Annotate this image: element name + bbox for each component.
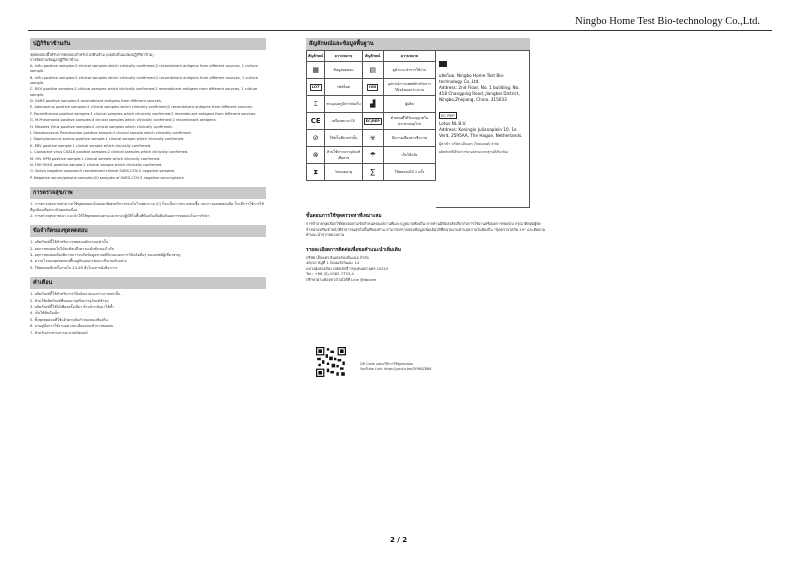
biohazard-icon: ☣	[369, 134, 376, 142]
umbrella-icon: ☂	[369, 151, 376, 159]
list-item: 5. ทิ้งชุดทดสอบที่ใช้แล้วตามข้อกำหนดของท้องถิ่น	[30, 317, 108, 322]
symbols-title: สัญลักษณ์และข้อมูลพื้นฐาน	[306, 38, 530, 50]
distributor-title: รายละเอียดการติดต่อเพื่อขอคำแนะนำเพิ่มเติม	[306, 247, 401, 253]
symbol-meaning: อุปกรณ์การแพทย์สำหรับการวินิจฉัยนอกร่างกาย	[383, 79, 435, 96]
calendar-icon: ▦	[312, 66, 319, 74]
list-item: A. Influ positive samples:2 clinical samples which clinically confirmed;2 recombinant antigens from different sources, 1 culture sample.	[30, 63, 258, 74]
head-meaning: ความหมาย	[383, 51, 435, 62]
disposal-title: ขั้นตอนการใช้ชุดตรวจหาที่เหมาะสม	[306, 214, 382, 219]
manufacturer-address: Address: 2nd Floor, No. 1 building, No. 418 Changping Road, Jiangbei District, Ningbo,Zhejiang, China. 315033	[439, 84, 520, 102]
list-item: M. HIV HPM positive sample:1 clinical sample which clinically confirmed.	[30, 156, 161, 161]
book-icon: ▤	[369, 66, 377, 74]
ivd-icon: IVD	[369, 84, 377, 89]
limitations-title: ข้อจำกัดของชุดทดสอบ	[30, 225, 266, 237]
importer-detail: ผลิตภัณฑ์ได้รับการรับรองตามมาตรฐานที่เกี่ยวข้อง	[439, 149, 509, 154]
symbol-meaning: ตัวแทนที่ได้รับอนุญาตในประชาคมยุโรป	[383, 113, 435, 130]
list-item: C. RSV positive samples:2 clinical samples which clinically confirmed;2 recombinant antigens from different sources, 1 culture sample.	[30, 87, 258, 97]
ec-rep-icon: EC|REP	[365, 118, 380, 123]
left-column	[30, 38, 266, 337]
list-item: F. Parainfluenza positive samples:1 clinical samples which clinically confirmed;2 recombinant antigens from different sources.	[30, 111, 257, 116]
youtube-link[interactable]: YouTube Link: https://youtu.be/GYW6ZB86	[360, 367, 432, 372]
ec-rep-name: Lotus NL B.V.	[439, 121, 467, 127]
distributor-address-2: แขวงทุ่งสองห้อง เขตหลักสี่ กรุงเทพมหานคร 10210	[306, 266, 389, 271]
list-item: 2. ห้ามใช้ผลิตภัณฑ์ที่หมดอายุหรือบรรจุภัณฑ์ชำรุด	[30, 298, 109, 303]
tests-count-icon: ∑	[370, 168, 376, 176]
head-symbol: สัญลักษณ์	[307, 51, 325, 62]
list-item: 1. ผลิตภัณฑ์นี้ใช้สำหรับการวินิจฉัยภายนอกร่างกายเท่านั้น	[30, 292, 121, 297]
symbol-meaning: เครื่องหมาย CE	[325, 113, 362, 130]
list-item: 4. ความไวของชุดทดสอบขึ้นอยู่กับคุณภาพและปริมาณตัวอย่าง	[30, 259, 127, 264]
list-item: 3. ผลิตภัณฑ์นี้ใช้ได้เพียงครั้งเดียว ห้ามนำกลับมาใช้ซ้ำ	[30, 305, 114, 310]
header-rule	[28, 30, 772, 31]
list-item: G. M.Pneumonia positive samples:4 clinical samples which clinically confirmed;2 recombinant antigens.	[30, 118, 217, 123]
list-item: L. Coxsackie virus CVA16 positive samples:2 clinical samples which clinically confirmed.	[30, 150, 189, 155]
list-item: 6. อ่านคู่มือการใช้งานอย่างละเอียดก่อนทำการทดสอบ	[30, 324, 114, 329]
list-item: K. EBV positive sample:1 clinical sample which clinically confirmed.	[30, 143, 152, 148]
list-item: H. Measles Virus positive samples:2 clinical samples which clinically confirmed.	[30, 124, 173, 129]
list-item: 5. ให้ทดสอบอีกครั้งภายใน 24-48 ชั่วโมงหากยังมีอาการ	[30, 265, 118, 270]
ec-rep-label: EC REP	[441, 113, 455, 119]
symbol-meaning: เก็บให้แห้ง	[383, 147, 435, 164]
head-meaning: ความหมาย	[325, 51, 362, 62]
symbol-meaning: ใช้ครั้งเดียวเท่านั้น	[325, 130, 362, 147]
distributor-phone: Tel.: +66 (0)-2982-7733-4	[306, 272, 354, 277]
distributor-name: บริษัท เอ็บแคร อินเตอร์เนชั่นแนล จำกัด	[306, 255, 369, 260]
list-item: I. Streptococcus Pneumoniae positive sample:1 clinical sample which clinically confirmed.	[30, 131, 192, 136]
lot-icon: LOT	[311, 84, 320, 89]
list-item: D. SARS positive samples:3 recombinant antigens from different sources.	[30, 99, 162, 104]
manufacturer-name: ผลิตโดย: Ningbo Home Test Bio-technology Co.,Ltd.	[439, 73, 505, 84]
list-item: E. Adenovirus positive samples:2 clinical samples which clinically confirmed;2 recombinant antigens from different sources.	[30, 105, 253, 110]
list-item: 3. ผลการทดสอบต้องพิจารณาร่วมกับข้อมูลทางคลินิกและผลการวินิจฉัยอื่นๆ ของแพทย์ผู้เชี่ยวชาญ	[30, 253, 181, 258]
list-item: 4. เก็บให้พ้นมือเด็ก	[30, 311, 60, 316]
do-not-reuse-icon: ⊘	[312, 134, 319, 142]
head-symbol: สัญลักษณ์	[362, 51, 383, 62]
factory-icon	[439, 61, 447, 67]
list-item: 2. ผลการทดสอบไม่ได้สะท้อนถึงความเข้มข้นของไวรัส	[30, 246, 114, 251]
performance-list	[30, 64, 266, 181]
qr-code[interactable]	[316, 347, 346, 377]
list-item: N. HIV HGH1 positive sample:1 clinical sample which clinically confirmed.	[30, 162, 163, 167]
symbol-meaning: ใช้ทดสอบได้ 1 ครั้ง	[383, 164, 435, 181]
performance-title: ปฏิกิริยาข้ามกัน	[30, 38, 266, 50]
symbol-meaning: มีความเสี่ยงทางชีวภาพ	[383, 130, 435, 147]
ec-rep-address: Address: Koningin Julianaplein 10, 1e Verd, 2595AA, The Hague, Netherlands.	[439, 127, 523, 139]
symbol-meaning: วันหมดอายุ	[325, 164, 362, 181]
symbols-table	[306, 50, 436, 181]
list-item: O. Saliva negative samples:5 randomized clinical SARS-COV-2 negative samples.	[30, 169, 176, 174]
list-item: P. Negative serum/plasma samples:20 samples of SARS-COV-2 negative serum/plasm	[30, 175, 184, 180]
distributor-line: ปรึกษาผ่านช่องทางไลน์ได้ที่ Line @abcare	[306, 277, 377, 282]
performance-sub: การติดตามข้อมูลปฏิกิริยาข้าม:	[30, 58, 79, 63]
qr-caption-block	[360, 362, 431, 373]
factory-icon: ▟	[370, 100, 376, 108]
importer: ผู้นำเข้า: บริษัท แอ็บแคร (ไทยแลนด์) จำกัด	[439, 142, 499, 146]
symbol-meaning: ข้อมูลทดสอบ	[325, 62, 362, 79]
disposal-body: การทำลายชุดเลือกใช้ทดสอบตามข้อกำหนดของสถานที่และกฎหมายท้องถิ่น หากท่านมีข้อสงสัยเกี่ยวกับการใช้งานหรือผลการทดสอบ กรุณาติดต่อผู้จัดจำหน่ายหรือเจ้าหน้าที่สาธารณสุขในพื้นที่ของท่าน สามารถตรวจสอบข้อมูลเพิ่มเติมได้ที่หน่วยงานด้านสุขภาพในท้องถิ่น "ชุดตรวจโควิด-19" และติดตามคำแนะนำจากหน่วยงาน	[306, 222, 546, 238]
list-item: 1. ผลิตภัณฑ์นี้ใช้สำหรับการทดสอบคัดกรองเท่านั้น	[30, 240, 109, 245]
list-item: B. Influ positive samples:2 clinical samples which clinically confirmed;2 recombinant antigens from different sources, 1 culture sample.	[30, 75, 258, 85]
symbol-meaning: ผู้ผลิต	[383, 96, 435, 113]
hourglass-icon: ⧗	[313, 168, 319, 176]
symbol-meaning: รหัสล็อต	[325, 79, 362, 96]
symbol-meaning: ช่วงอุณหภูมิการจัดเก็บ	[325, 96, 362, 113]
list-item: J. Staphylococcus aureus positive sample:1 clinical sample which clinically confirmed.	[30, 137, 185, 142]
page-number: 2 / 2	[390, 536, 408, 544]
list-item: 2. การตรวจสุขภาพเบา แนะนำให้ใช้ชุดทดสอบตามแนวทางปฏิบัติในพื้นที่ท้องถิ่นเพื่อยืนยันผลการทดสอบในการรักษา	[30, 213, 210, 218]
list-item: 1. การตรวจสุขภาพสามารถใช้ชุดทดสอบโดยแยกพิเศษบริการก่อนในโรงพยาบาล (C) ก็จะเป็นการตรวจพบเชื้อ และการผลทดสอบปิด ก็จะมีการใช้การใช้ที่ถูกต้องเพื่อประเมินผลต่อเนื่อง	[30, 202, 264, 212]
symbol-meaning: ดูคำแนะนำการใช้งาน	[383, 62, 435, 79]
warnings-title: คำเตือน	[30, 277, 266, 289]
interpretation-title: การตรวจสุขภาพ	[30, 187, 266, 199]
damaged-package-icon: ⊗	[312, 151, 319, 159]
ce-mark-icon: CE	[310, 117, 321, 125]
manufacturer-info	[436, 50, 530, 208]
contact-section	[306, 212, 546, 283]
qr-caption: QR Code แสดงวิธีการใช้ชุดทดสอบ	[360, 362, 413, 366]
performance-intro: ชุดทดสอบนี้ได้รับการทดสอบสำหรับโปรตีนข้าม (ผลลัพธ์ไม่แสดงปฏิกิริยาข้าม)	[30, 53, 154, 57]
thermometer-icon: ⌶	[313, 100, 318, 108]
symbol-meaning: ห้ามใช้หากบรรจุภัณฑ์เสียหาย	[325, 147, 362, 164]
list-item: 7. ห้ามรับประทานสารละลายบัฟเฟอร์	[30, 330, 88, 335]
company-name: Ningbo Home Test Bio-technology Co.,Ltd.	[575, 16, 760, 27]
distributor-address-1: 48/10 หมู่ที่ 1 ถนนแจ้งวัฒนะ 14	[306, 261, 360, 266]
